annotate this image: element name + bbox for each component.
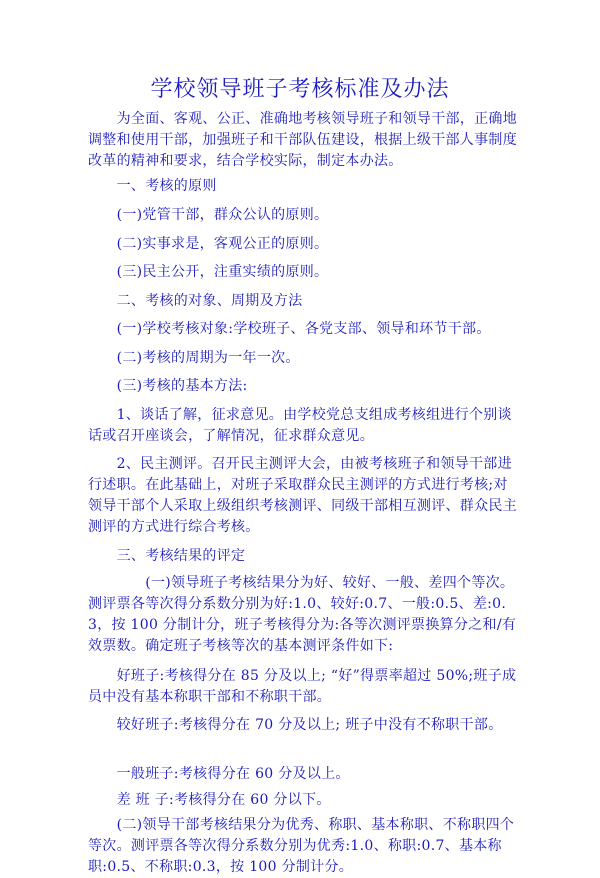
principle-item-2: (二)实事求是，客观公正的原则。 — [88, 236, 329, 252]
section-heading-principles: 一、考核的原则 — [88, 178, 217, 194]
document-title: 学校领导班子考核标准及办法 — [150, 77, 450, 102]
average-team-criteria: 一般班子:考核得分在 60 分及以上。 — [88, 766, 350, 782]
method-paragraph-1: 1、谈话了解，征求意见。由学校党总支组成考核组进行个别谈话或召开座谈会，了解情况，征求群众意见。 — [88, 407, 512, 444]
objects-item-2: (二)考核的周期为一年一次。 — [88, 350, 300, 366]
method-paragraph-2: 2、民主测评。召开民主测评大会，由被考核班子和领导干部进行述职。在此基础上，对班子采取群众民主测评的方式进行考核;对领导干部个人采取上级组织考核测评、同级干部相互测评、群众民主测评的方式进行综合考核。 — [88, 456, 517, 535]
principle-item-1: (一)党管干部，群众公认的原则。 — [88, 207, 329, 223]
results-paragraph-2: (二)领导干部考核结果分为优秀、称职、基本称职、不称职四个等次。测评票各等次得分系数分别为优秀:1.0、称职:0.7、基本称职:0.5、不称职:0.3，按 100 分制计分。 — [88, 817, 515, 875]
section-heading-results: 三、考核结果的评定 — [88, 548, 246, 564]
results-paragraph-1: (一)领导班子考核结果分为好、较好、一般、差四个等次。测评票各等次得分系数分别为好:1.0、较好:0.7、一般:0.5、差:0.3，按 100 分制计分，班子考核得分为:各等次测评票换算分之和/有效票数。确定班子考核等次的基本测评条件如下: — [88, 575, 517, 654]
section-heading-objects: 二、考核的对象、周期及方法 — [88, 293, 303, 309]
fairly-good-team-criteria: 较好班子:考核得分在 70 分及以上; 班子中没有不称职干部。 — [88, 717, 503, 733]
principle-item-3: (三)民主公开，注重实绩的原则。 — [88, 264, 329, 280]
objects-item-1: (一)学校考核对象:学校班子、各党支部、领导和环节干部。 — [88, 321, 491, 337]
intro-paragraph: 为全面、客观、公正、准确地考核领导班子和领导干部，正确地调整和使用干部，加强班子和干部队伍建设，根据上级干部人事制度改革的精神和要求，结合学校实际，制定本办法。 — [88, 111, 517, 169]
good-team-criteria: 好班子:考核得分在 85 分及以上; “好”得票率超过 50%;班子成员中没有基本称职干部和不称职干部。 — [88, 668, 517, 705]
objects-item-3: (三)考核的基本方法: — [88, 378, 248, 394]
poor-team-criteria: 差 班 子:考核得分在 60 分以下。 — [88, 792, 331, 808]
